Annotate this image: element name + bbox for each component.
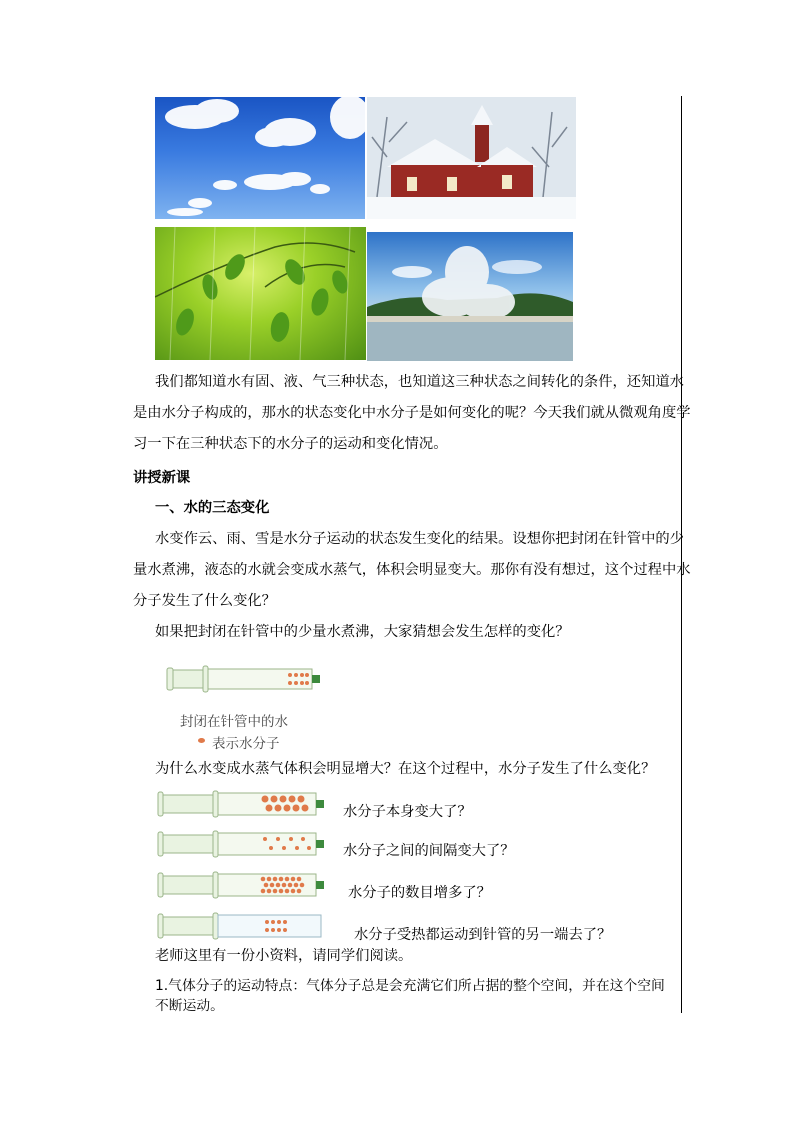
material-line-2: 不断运动。 — [155, 998, 224, 1014]
para1-line-1: 水变作云、雨、雪是水分子运动的状态发生变化的结果。设想你把封闭在针管中的少 — [155, 531, 684, 547]
figure-legend: 表示水分子 — [212, 736, 280, 752]
option-2: 水分子之间的间隔变大了？ — [343, 843, 515, 859]
figure-caption: 封闭在针管中的水 — [180, 714, 288, 730]
subsection-title: 一、水的三态变化 — [155, 500, 270, 516]
sky-clouds-image — [155, 97, 365, 219]
option-1: 水分子本身变大了？ — [343, 804, 472, 820]
rain-leaves-image — [155, 227, 366, 360]
para1-line-2: 量水煮沸，液态的水就会变成水蒸气，体积会明显变大。那你有没有想过，这个过程中水 — [133, 562, 691, 578]
section-title: 讲授新课 — [133, 470, 191, 486]
intro-line-1: 我们都知道水有固、液、气三种状态，也知道这三种状态之间转化的条件，还知道水 — [155, 374, 684, 390]
syringe-option-2 — [157, 830, 325, 858]
intro-line-2: 是由水分子构成的，那水的状态变化中水分子是如何变化的呢？今天我们就从微观角度学 — [133, 405, 691, 421]
para1-line-3: 分子发生了什么变化？ — [133, 593, 276, 609]
syringe-option-4 — [157, 912, 325, 940]
molecule-legend-icon — [198, 738, 205, 743]
question-2: 为什么水变成水蒸气体积会明显增大？在这个过程中，水分子发生了什么变化？ — [155, 761, 656, 777]
syringe-water-figure — [166, 664, 324, 694]
material-line-1: 1.气体分子的运动特点：气体分子总是会充满它们所占据的整个空间，并在这个空间 — [155, 978, 665, 994]
material-intro: 老师这里有一份小资料，请同学们阅读。 — [155, 948, 413, 964]
syringe-option-3 — [157, 871, 325, 899]
geyser-steam-image — [367, 232, 573, 361]
option-3: 水分子的数目增多了？ — [348, 885, 491, 901]
snow-house-image — [367, 97, 576, 219]
intro-line-3: 习一下在三种状态下的水分子的运动和变化情况。 — [133, 436, 448, 452]
question-1: 如果把封闭在针管中的少量水煮沸，大家猜想会发生怎样的变化？ — [155, 624, 570, 640]
table-border-right — [681, 96, 682, 1013]
option-4: 水分子受热都运动到针管的另一端去了？ — [354, 927, 612, 943]
syringe-option-1 — [157, 790, 325, 818]
